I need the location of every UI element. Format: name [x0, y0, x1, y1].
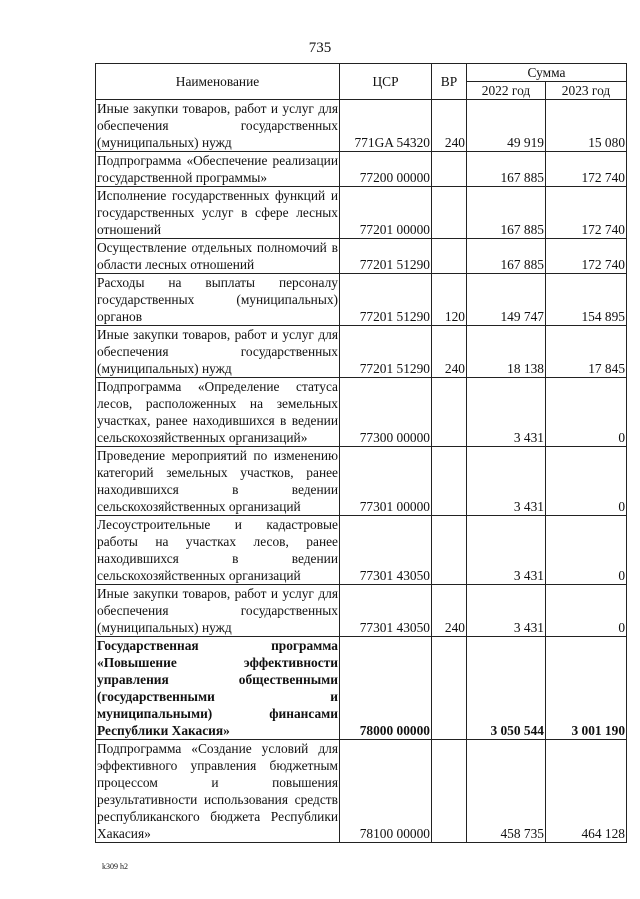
row-vr [432, 447, 467, 516]
row-sum-2023: 3 001 190 [546, 637, 627, 740]
row-vr [432, 239, 467, 274]
row-csr: 77301 43050 [340, 585, 432, 637]
header-vr: ВР [432, 64, 467, 100]
table-body [96, 100, 627, 843]
table-row [96, 637, 627, 740]
page-number: 735 [308, 40, 332, 56]
table-row [96, 585, 627, 637]
row-sum-2022: 167 885 [467, 187, 546, 239]
table-row [96, 187, 627, 239]
row-sum-2023: 15 080 [546, 100, 627, 152]
row-sum-2022: 3 431 [467, 516, 546, 585]
table-header [96, 64, 627, 100]
row-sum-2022: 149 747 [467, 274, 546, 326]
row-sum-2022: 3 431 [467, 585, 546, 637]
table-row [96, 378, 627, 447]
row-sum-2023: 0 [546, 378, 627, 447]
table-row [96, 516, 627, 585]
row-csr: 78000 00000 [340, 637, 432, 740]
row-sum-2023: 172 740 [546, 239, 627, 274]
row-name: Исполнение государственных функций и государственных услуг в сфере лесных отношений [97, 188, 338, 237]
row-name: Подпрограмма «Создание условий для эффективного управления бюджетным процессом и повышения результативности использования средств республиканского бюджета Республики Хакасия» [97, 741, 338, 841]
row-vr: 240 [432, 326, 467, 378]
row-sum-2023: 0 [546, 447, 627, 516]
row-name: Осуществление отдельных полномочий в области лесных отношений [97, 240, 338, 272]
row-csr: 77200 00000 [340, 152, 432, 187]
budget-table [95, 63, 627, 843]
row-vr [432, 740, 467, 843]
footer-code: k309 h2 [102, 862, 128, 871]
row-sum-2022: 3 050 544 [467, 637, 546, 740]
row-name: Государственная программа «Повышение эффективности управления общественными (государственными и муниципальными) финансами Республики Хакасия» [97, 638, 338, 738]
row-vr [432, 152, 467, 187]
row-csr: 77301 43050 [340, 516, 432, 585]
row-csr: 771GA 54320 [340, 100, 432, 152]
row-sum-2023: 17 845 [546, 326, 627, 378]
table-row [96, 152, 627, 187]
row-sum-2023: 172 740 [546, 187, 627, 239]
row-name: Иные закупки товаров, работ и услуг для обеспечения государственных (муниципальных) нужд [97, 586, 338, 635]
row-csr: 77300 00000 [340, 378, 432, 447]
row-vr [432, 187, 467, 239]
row-vr [432, 378, 467, 447]
row-name: Подпрограмма «Определение статуса лесов, расположенных на земельных участках, ранее находившихся в ведении сельскохозяйственных организаций» [97, 379, 338, 445]
row-sum-2023: 172 740 [546, 152, 627, 187]
row-csr: 77201 00000 [340, 187, 432, 239]
header-year-2022: 2022 год [467, 82, 546, 100]
header-sum: Сумма [467, 64, 627, 82]
row-sum-2022: 167 885 [467, 152, 546, 187]
row-csr: 77201 51290 [340, 326, 432, 378]
row-name: Расходы на выплаты персоналу государственных (муниципальных) органов [97, 275, 338, 324]
table-row [96, 740, 627, 843]
row-sum-2022: 458 735 [467, 740, 546, 843]
table-row [96, 100, 627, 152]
table-row [96, 239, 627, 274]
table-row [96, 274, 627, 326]
row-sum-2023: 0 [546, 585, 627, 637]
row-vr [432, 516, 467, 585]
row-sum-2022: 3 431 [467, 447, 546, 516]
row-sum-2022: 3 431 [467, 378, 546, 447]
row-vr: 240 [432, 100, 467, 152]
row-vr: 240 [432, 585, 467, 637]
row-sum-2023: 0 [546, 516, 627, 585]
row-sum-2022: 18 138 [467, 326, 546, 378]
header-year-2023: 2023 год [546, 82, 627, 100]
row-name: Иные закупки товаров, работ и услуг для обеспечения государственных (муниципальных) нужд [97, 101, 338, 150]
row-sum-2022: 167 885 [467, 239, 546, 274]
row-name: Проведение мероприятий по изменению категорий земельных участков, ранее находившихся в ведении сельскохозяйственных организаций [97, 448, 338, 514]
table-row [96, 447, 627, 516]
row-vr [432, 637, 467, 740]
row-vr: 120 [432, 274, 467, 326]
row-name: Иные закупки товаров, работ и услуг для обеспечения государственных (муниципальных) нужд [97, 327, 338, 376]
header-csr: ЦСР [340, 64, 432, 100]
row-sum-2023: 464 128 [546, 740, 627, 843]
table-row [96, 326, 627, 378]
header-name: Наименование [96, 64, 340, 100]
row-csr: 77201 51290 [340, 239, 432, 274]
row-csr: 77301 00000 [340, 447, 432, 516]
row-name: Лесоустроительные и кадастровые работы на участках лесов, ранее находившихся в ведении сельскохозяйственных организаций [97, 517, 338, 583]
row-csr: 77201 51290 [340, 274, 432, 326]
row-csr: 78100 00000 [340, 740, 432, 843]
row-name: Подпрограмма «Обеспечение реализации государственной программы» [97, 153, 338, 185]
row-sum-2022: 49 919 [467, 100, 546, 152]
row-sum-2023: 154 895 [546, 274, 627, 326]
